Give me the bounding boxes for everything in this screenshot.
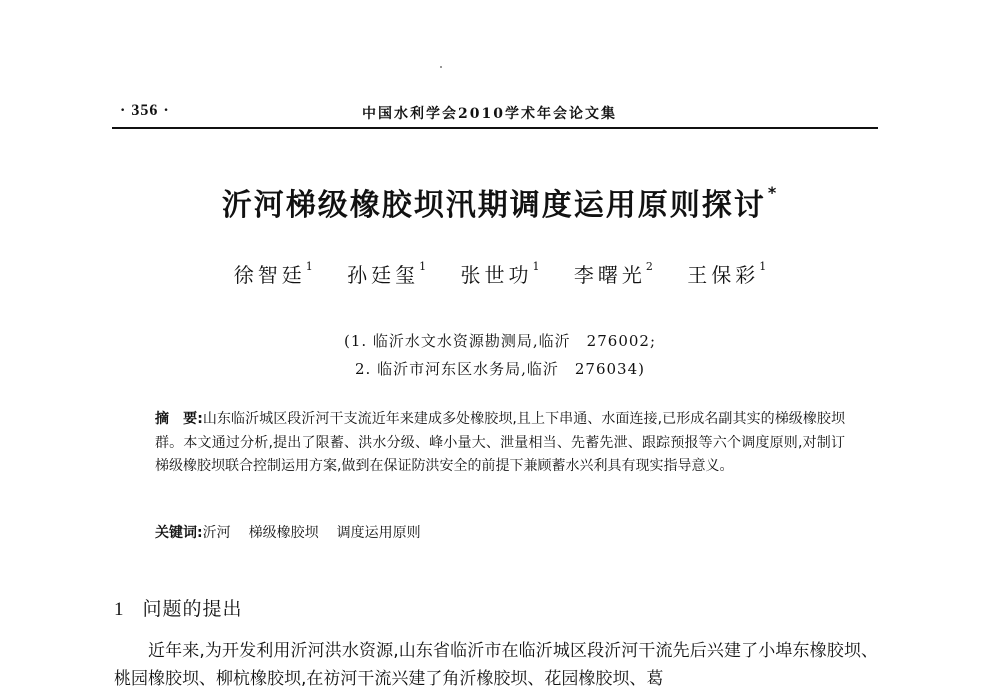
author-name: 李曙光	[573, 263, 646, 287]
section-title: 问题的提出	[142, 598, 243, 620]
author-name: 孙廷玺	[347, 263, 420, 287]
scan-speck	[440, 66, 442, 68]
author	[234, 259, 313, 288]
abstract-text: 山东临沂城区段沂河干支流近年来建成多处橡胶坝,且上下串通、水面连接,已形成名副其实的梯级橡胶坝群。本文通过分析,提出了限蓄、洪水分级、峰小量大、泄量相当、先蓄先泄、跟踪预报等六个调度原则,对制订梯级橡胶坝联合控制运用方案,做到在保证防洪安全的前提下兼顾蓄水兴利具有现实指导意义。	[155, 411, 845, 474]
title-footnote-mark: *	[767, 183, 779, 202]
body-text	[114, 637, 878, 693]
body-paragraph: 近年来,为开发利用沂河洪水资源,山东省临沂市在临沂城区段沂河干流先后兴建了小埠东橡胶坝、桃园橡胶坝、柳杭橡胶坝,在祊河干流兴建了角沂橡胶坝、花园橡胶坝、葛	[114, 641, 878, 689]
keyword: 沂河	[202, 525, 231, 541]
keywords-label: 关键词:	[155, 525, 203, 541]
keyword: 梯级橡胶坝	[248, 525, 319, 541]
author	[574, 259, 653, 288]
affiliation-line-2: 2. 临沂市河东区水务局,临沂 276034)	[355, 360, 645, 378]
title-text: 沂河梯级橡胶坝汛期调度运用原则探讨	[221, 188, 766, 223]
author-list	[0, 259, 1000, 288]
author	[687, 259, 766, 288]
author-affiliation-mark: 1	[759, 260, 767, 274]
author-affiliation-mark: 1	[305, 260, 313, 274]
affiliation-line-1: (1. 临沂水文水资源勘测局,临沂 276002;	[343, 332, 656, 350]
author-affiliation-mark: 1	[532, 260, 540, 274]
section-heading	[114, 594, 243, 621]
keyword: 调度运用原则	[336, 525, 421, 541]
author-name: 张世功	[460, 263, 533, 287]
page-number: · 356 ·	[120, 102, 170, 119]
running-head: 中国水利学会2010学术年会论文集	[362, 106, 617, 122]
abstract	[155, 408, 845, 479]
keywords	[155, 522, 439, 542]
header-rule	[112, 127, 878, 129]
author-affiliation-mark: 1	[419, 260, 427, 274]
author	[461, 259, 540, 288]
author-name: 王保彩	[687, 263, 760, 287]
author	[347, 259, 426, 288]
page-header	[112, 98, 878, 128]
section-number: 1	[114, 599, 125, 620]
author-name: 徐智廷	[233, 263, 306, 287]
abstract-label: 摘 要:	[155, 411, 203, 427]
paper-title	[0, 180, 1000, 224]
author-affiliation-mark: 2	[645, 260, 653, 274]
